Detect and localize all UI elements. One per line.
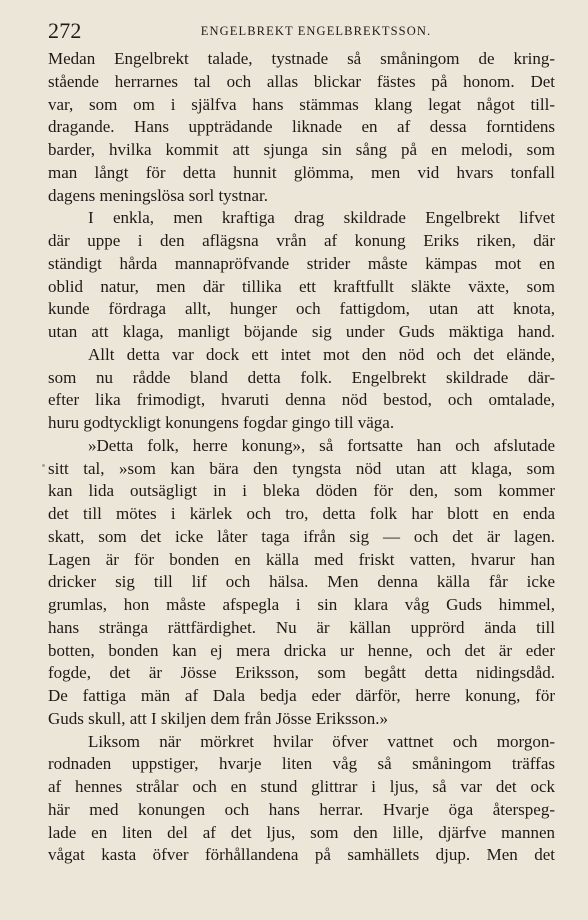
body-text (48, 48, 555, 867)
text-line: kan lida outsägligt in i bleka döden för den, som kommer (48, 481, 555, 501)
text-line: dricker sig till lif och hälsa. Men denna källa får icke (48, 572, 555, 592)
text-line: rodnaden uppstiger, hvarje liten våg så småningom träffas (48, 754, 555, 774)
page-number: 272 (48, 18, 82, 43)
text-line: Allt detta var dock ett intet mot den nöd och det elände, (88, 344, 555, 364)
text-line: dragande. Hans uppträdande liknade en af dessa forntidens (48, 117, 555, 137)
text-line: det till mötes i kärlek och tro, detta folk har blott en enda (48, 504, 555, 523)
text-line: huru godtyckligt konungens fogdar gingo till väga. (48, 413, 395, 432)
text-line: kunde fördraga allt, hunger och fattigdom, utan att knota, (48, 299, 555, 319)
text-line: oblid natur, men där tillika ett kraftfullt släkte växte, som (48, 276, 555, 296)
text-line: Lagen är för bonden en källa med friskt vatten, hvarur han (48, 549, 555, 569)
text-line: hans stränga rättfärdighet. Nu är källan upprörd ända till (48, 617, 555, 637)
text-line: skatt, som det icke låter taga ifrån sig — och det är lagen. (48, 526, 555, 546)
text-line: »Detta folk, herre konung», så fortsatte han och afslutade (88, 435, 555, 455)
text-line: efter lika frimodigt, hvaruti denna nöd bestod, och omtalade, (48, 390, 555, 410)
text-line: lade en liten del af det ljus, som den lille, djärfve mannen (48, 822, 555, 842)
text-line: Guds skull, att I skiljen dem från Jösse Eriksson.» (48, 708, 388, 728)
text-line: här med konungen och hans herrar. Hvarje öga återspeg- (48, 799, 555, 819)
text-line: som nu rådde bland detta folk. Engelbrekt skildrade där- (48, 367, 555, 387)
text-line: dagens meningslösa sorl tystnar. (48, 185, 269, 205)
text-line: stående herrarnes tal och allas blickar fästes på honom. Det (48, 71, 555, 91)
text-line: vågat kasta öfver förhållandena på samhällets djup. Men det (48, 845, 555, 865)
text-line: barder, hvilka kommit att sjunga sin sång på en melodi, som (48, 140, 555, 159)
text-line: där uppe i den aflägsna vrån af konung Eriks riken, där (48, 231, 555, 250)
text-line: utan att klaga, manligt böjande sig under Guds mäktiga hand. (48, 322, 555, 341)
text-line: Medan Engelbrekt talade, tystnade så småningom de kring- (48, 49, 555, 68)
paper-speck (42, 464, 45, 467)
text-line: Liksom när mörkret hvilar öfver vattnet och morgon- (88, 731, 555, 751)
text-line: botten, bonden kan ej mera dricka ur henne, och det är eder (48, 640, 555, 660)
text-line: ständigt hårda mannapröfvande strider måste kämpas mot en (48, 253, 555, 273)
text-line: I enkla, men kraftiga drag skildrade Engelbrekt lifvet (88, 208, 555, 228)
text-line: sitt tal, »som kan bära den tyngsta nöd utan att klaga, som (48, 458, 555, 478)
running-title: ENGELBREKT ENGELBREKTSSON. (200, 24, 432, 38)
text-line: De fattiga män af Dala bedja eder därför, herre konung, för (48, 686, 555, 705)
page-header (48, 18, 554, 44)
text-line: grumlas, hon måste afspegla i sin klara våg Guds himmel, (48, 595, 555, 614)
text-line: var, som om i själfva hans stämmas klang legat något till- (48, 94, 555, 114)
text-line: af hennes strålar och en stund glittrar i ljus, så var det ock (48, 777, 555, 796)
text-line: man långt för detta hunnit glömma, men vid hvars tonfall (48, 162, 555, 182)
text-line: fogde, det är Jösse Eriksson, som begått detta nidingsdåd. (48, 663, 555, 683)
